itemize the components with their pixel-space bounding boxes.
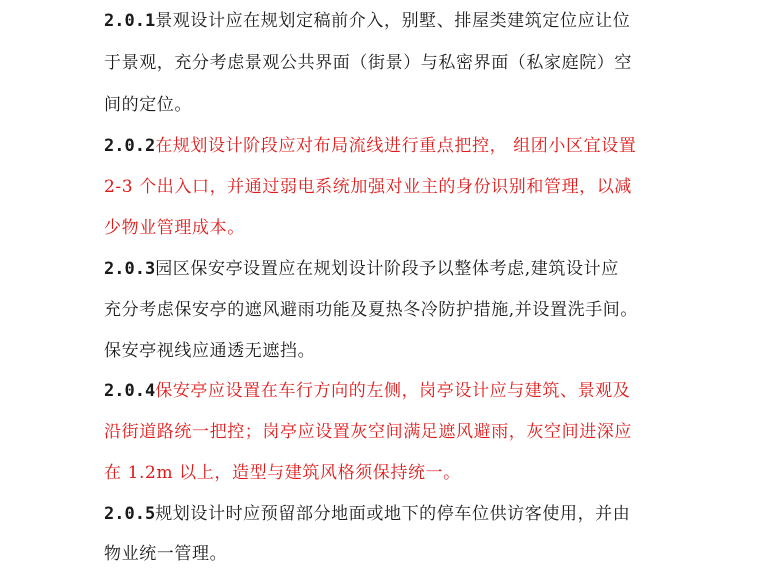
- clause-2-0-2-line-1: [104, 135, 664, 157]
- clause-text: 在规划设计阶段应对布局流线进行重点把控， 组团小区宜设置: [155, 136, 637, 156]
- clause-2-0-4-line-3: 在 1.2m 以上，造型与建筑风格须保持统一。: [104, 463, 461, 483]
- clause-number: 2.0.2: [104, 136, 156, 156]
- clause-2-0-3-line-2: 充分考虑保安亭的遮风避雨功能及夏热冬冷防护措施,并设置洗手间。: [104, 300, 639, 320]
- clause-2-0-2-line-2: 2-3 个出入口，并通过弱电系统加强对业主的身份识别和管理，以减: [104, 177, 632, 197]
- clause-2-0-5-line-2: 物业统一管理。: [104, 544, 228, 564]
- clause-2-0-1-line-2: 于景观，充分考虑景观公共界面（街景）与私密界面（私家庭院）空: [104, 53, 632, 73]
- clause-number: 2.0.3: [104, 259, 156, 279]
- clause-2-0-4-line-1: [104, 380, 664, 402]
- clause-text: 规划设计时应预留部分地面或地下的停车位供访客使用，并由: [155, 504, 631, 524]
- clause-2-0-3-line-3: 保安亭视线应通透无遮挡。: [104, 341, 316, 361]
- clause-text: 园区保安亭设置应在规划设计阶段予以整体考虑,建筑设计应: [155, 259, 619, 279]
- clause-number: 2.0.4: [104, 381, 156, 401]
- clause-2-0-1-line-1: [104, 10, 664, 32]
- clause-text: 景观设计应在规划定稿前介入，别墅、排屋类建筑定位应让位: [155, 11, 631, 31]
- clause-text: 保安亭应设置在车行方向的左侧，岗亭设计应与建筑、景观及: [155, 381, 631, 401]
- clause-2-0-1-line-3: 间的定位。: [104, 95, 192, 115]
- clause-2-0-5-line-1: [104, 503, 664, 525]
- clause-2-0-4-line-2: 沿街道路统一把控；岗亭应设置灰空间满足遮风避雨，灰空间进深应: [104, 422, 632, 442]
- clause-2-0-2-line-3: 少物业管理成本。: [104, 218, 245, 238]
- clause-number: 2.0.1: [104, 11, 156, 31]
- clause-number: 2.0.5: [104, 504, 156, 524]
- clause-2-0-3-line-1: [104, 258, 664, 280]
